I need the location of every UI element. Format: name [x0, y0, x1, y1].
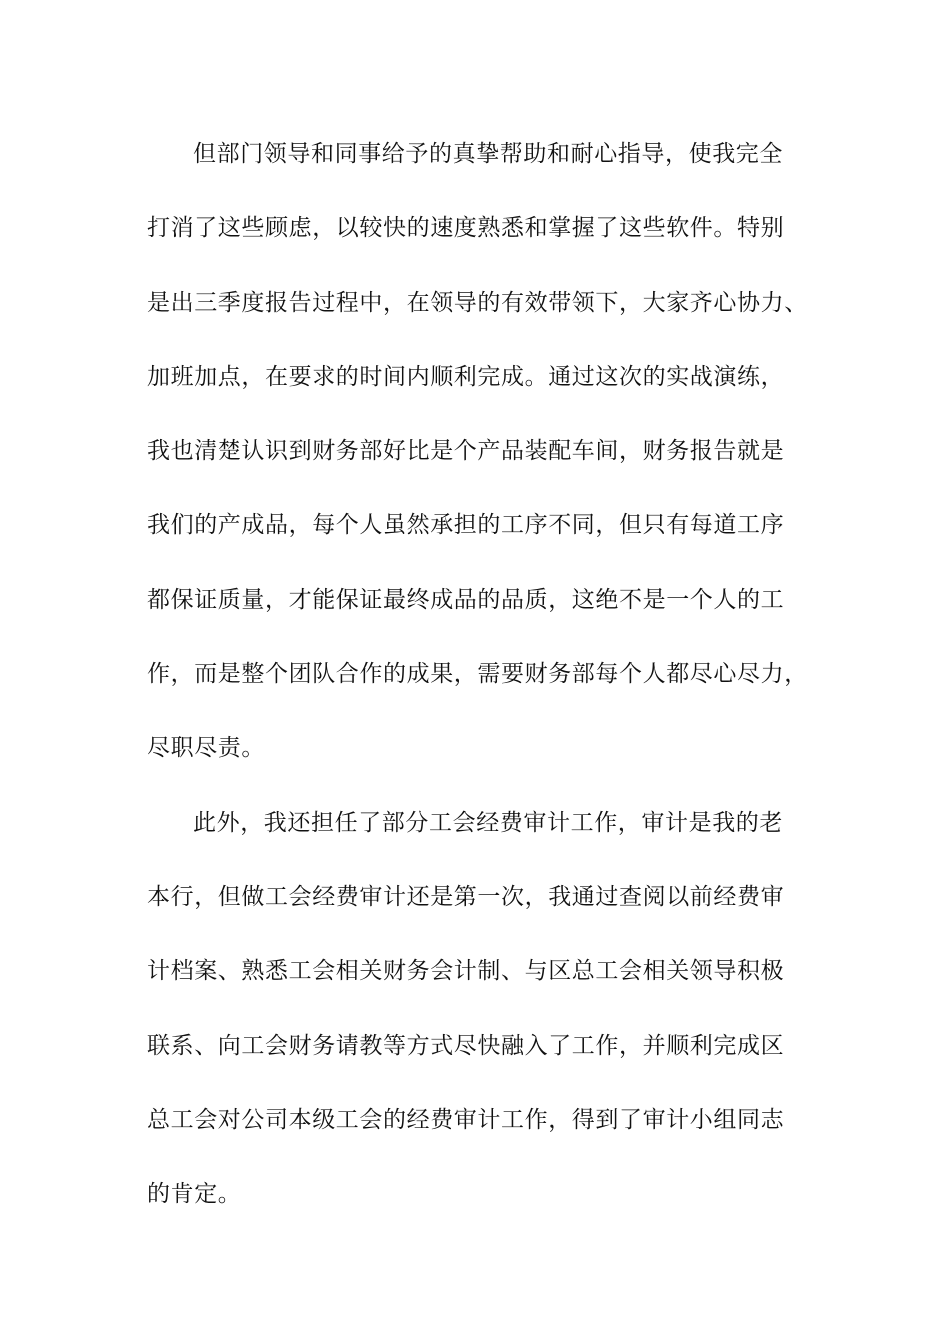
text-line: 计档案、熟悉工会相关财务会计制、与区总工会相关领导积极: [147, 958, 785, 985]
text-line: 此外，我还担任了部分工会经费审计工作，审计是我的老: [193, 809, 783, 836]
paragraph-1: [147, 125, 827, 794]
document-body: [147, 125, 827, 1239]
text-line: 是出三季度报告过程中，在领导的有效带领下，大家齐心协力、: [147, 289, 808, 316]
text-line: 的肯定。: [147, 1181, 242, 1208]
text-line: 我也清楚认识到财务部好比是个产品装配车间，财务报告就是: [147, 438, 785, 465]
text-line: 联系、向工会财务请教等方式尽快融入了工作，并顺利完成区: [147, 1032, 785, 1059]
text-line: 打消了这些顾虑，以较快的速度熟悉和掌握了这些软件。特别: [147, 215, 785, 242]
text-line: 我们的产成品，每个人虽然承担的工序不同，但只有每道工序: [147, 512, 785, 539]
text-line: 总工会对公司本级工会的经费审计工作，得到了审计小组同志: [147, 1106, 785, 1133]
text-line: 本行，但做工会经费审计还是第一次，我通过查阅以前经费审: [147, 883, 785, 910]
text-line: 都保证质量，才能保证最终成品的品质，这绝不是一个人的工: [147, 586, 785, 613]
paragraph-2: [147, 794, 827, 1240]
text-line: 加班加点，在要求的时间内顺利完成。通过这次的实战演练，: [147, 363, 785, 390]
text-line: 尽职尽责。: [147, 735, 265, 762]
text-line: 作，而是整个团队合作的成果，需要财务部每个人都尽心尽力，: [147, 661, 808, 688]
text-line: 但部门领导和同事给予的真挚帮助和耐心指导，使我完全: [193, 141, 783, 167]
